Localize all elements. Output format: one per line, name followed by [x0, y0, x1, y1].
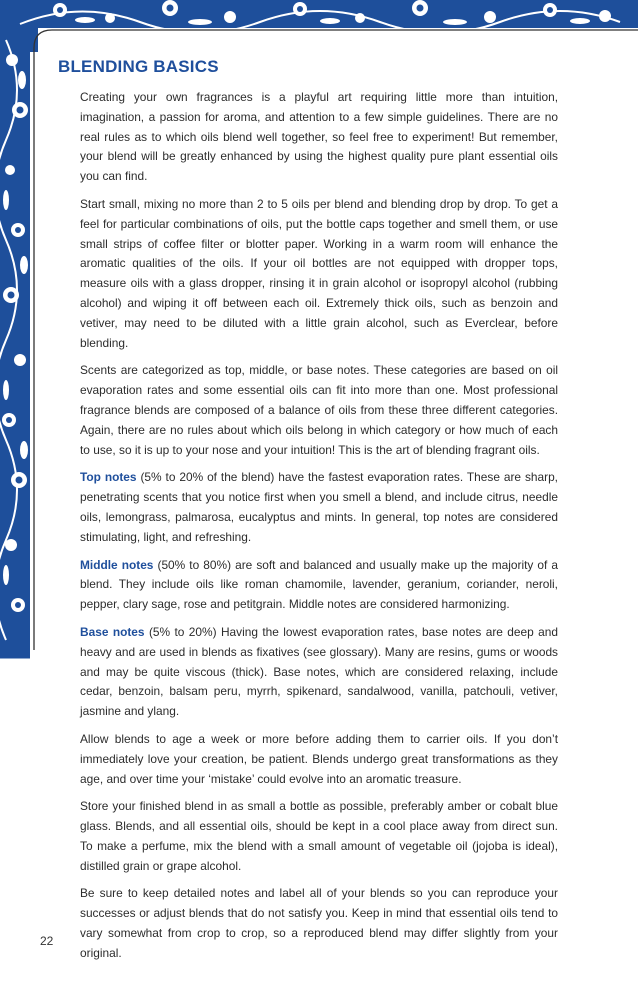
- middle-notes-text: (50% to 80%) are soft and balanced and usually make up the majority of a blend. They include oils like roman chamomile, lavender, geranium, coriander, neroli, pepper, clary sage, rose and petitgrain. Middle notes are considered harmonizing.: [80, 557, 558, 612]
- paragraph-notes-labels: Be sure to keep detailed notes and label all of your blends so you can reproduce your successes or adjust blends that do not satisfy you. Keep in mind that essential oils tend to vary somewhat from crop to crop, so a reproduced blend may differ slightly from your original.: [80, 886, 558, 960]
- paragraph-base-notes: [80, 623, 558, 722]
- paragraph-top-notes: [80, 468, 558, 547]
- paragraph-scent-categories: Scents are categorized as top, middle, or base notes. These categories are based on oil evaporation rates and some essential oils can fit into more than one. Most professional fragrance blends are composed of a balance of oils from these three different categories. Again, there are no rules about which oils belong in which category or how much of each to use, so it is up to your nose and your intuition! This is the art of blending fragrant oils.: [80, 363, 558, 457]
- middle-notes-term: Middle notes: [80, 557, 154, 572]
- page-number: 22: [40, 934, 54, 948]
- body-text: [80, 88, 558, 972]
- base-notes-term: Base notes: [80, 624, 145, 639]
- paragraph-middle-notes: [80, 556, 558, 615]
- floral-pattern-top: [0, 0, 638, 33]
- paragraph-start-small: Start small, mixing no more than 2 to 5 oils per blend and blending drop by drop. To get a feel for particular combinations of oils, put the bottle caps together and smell them, or use small strips of coffee filter or blotter paper. Working in a warm room will enhance the aromatic qualities of the oils. If your oil bottles are not equipped with dropper tops, measure oils with a glass dropper, rinsing it in grain alcohol or isopropyl alcohol (rubbing alcohol) and wiping it off between each oil. Extremely thick oils, such as benzoin and vetiver, may need to be diluted with a little grain alcohol, such as Everclear, before blending.: [80, 196, 558, 350]
- top-notes-term: Top notes: [80, 470, 137, 485]
- page-title: BLENDING BASICS: [58, 57, 219, 76]
- base-notes-text: (5% to 20%) Having the lowest evaporation rates, base notes are deep and heavy and are used in blends as fixatives (see glossary). Many are resins, gums or woods and may be quite viscous (thick). Base notes, which are considered relaxing, include cedar, benzoin, balsam peru, myrrh, spikenard, sandalwood, vanilla, patchouli, vetiver, jasmine and ylang.: [80, 624, 558, 719]
- top-notes-text: (5% to 20% of the blend) have the fastest evaporation rates. These are sharp, penetrating scents that you notice first when you smell a blend, and include citrus, needle oils, lemongrass, palmarosa, eucalyptus and mints. In general, top notes are considered stimulating, light, and refreshing.: [80, 470, 558, 544]
- floral-pattern-left: [0, 28, 38, 658]
- paragraph-aging: Allow blends to age a week or more before adding them to carrier oils. If you don’t immediately love your creation, be patient. Blends undergo great transformations as they age, and over time your ‘mistake’ could evolve into an aromatic treasure.: [80, 731, 558, 786]
- paragraph-storage: Store your finished blend in as small a bottle as possible, preferably amber or cobalt blue glass. Blends, and all essential oils, should be kept in a cool place away from direct sun. To make a perfume, mix the blend with a small amount of vegetable oil (jojoba is ideal), distilled grain or grape alcohol.: [80, 799, 558, 873]
- paragraph-intro: Creating your own fragrances is a playful art requiring little more than intuition, imagination, a passion for aroma, and attention to a few simple guidelines. There are no real rules as to which oils blend well together, so feel free to experiment! But remember, your blend will be greatly enhanced by using the highest quality pure plant essential oils you can find.: [80, 90, 558, 184]
